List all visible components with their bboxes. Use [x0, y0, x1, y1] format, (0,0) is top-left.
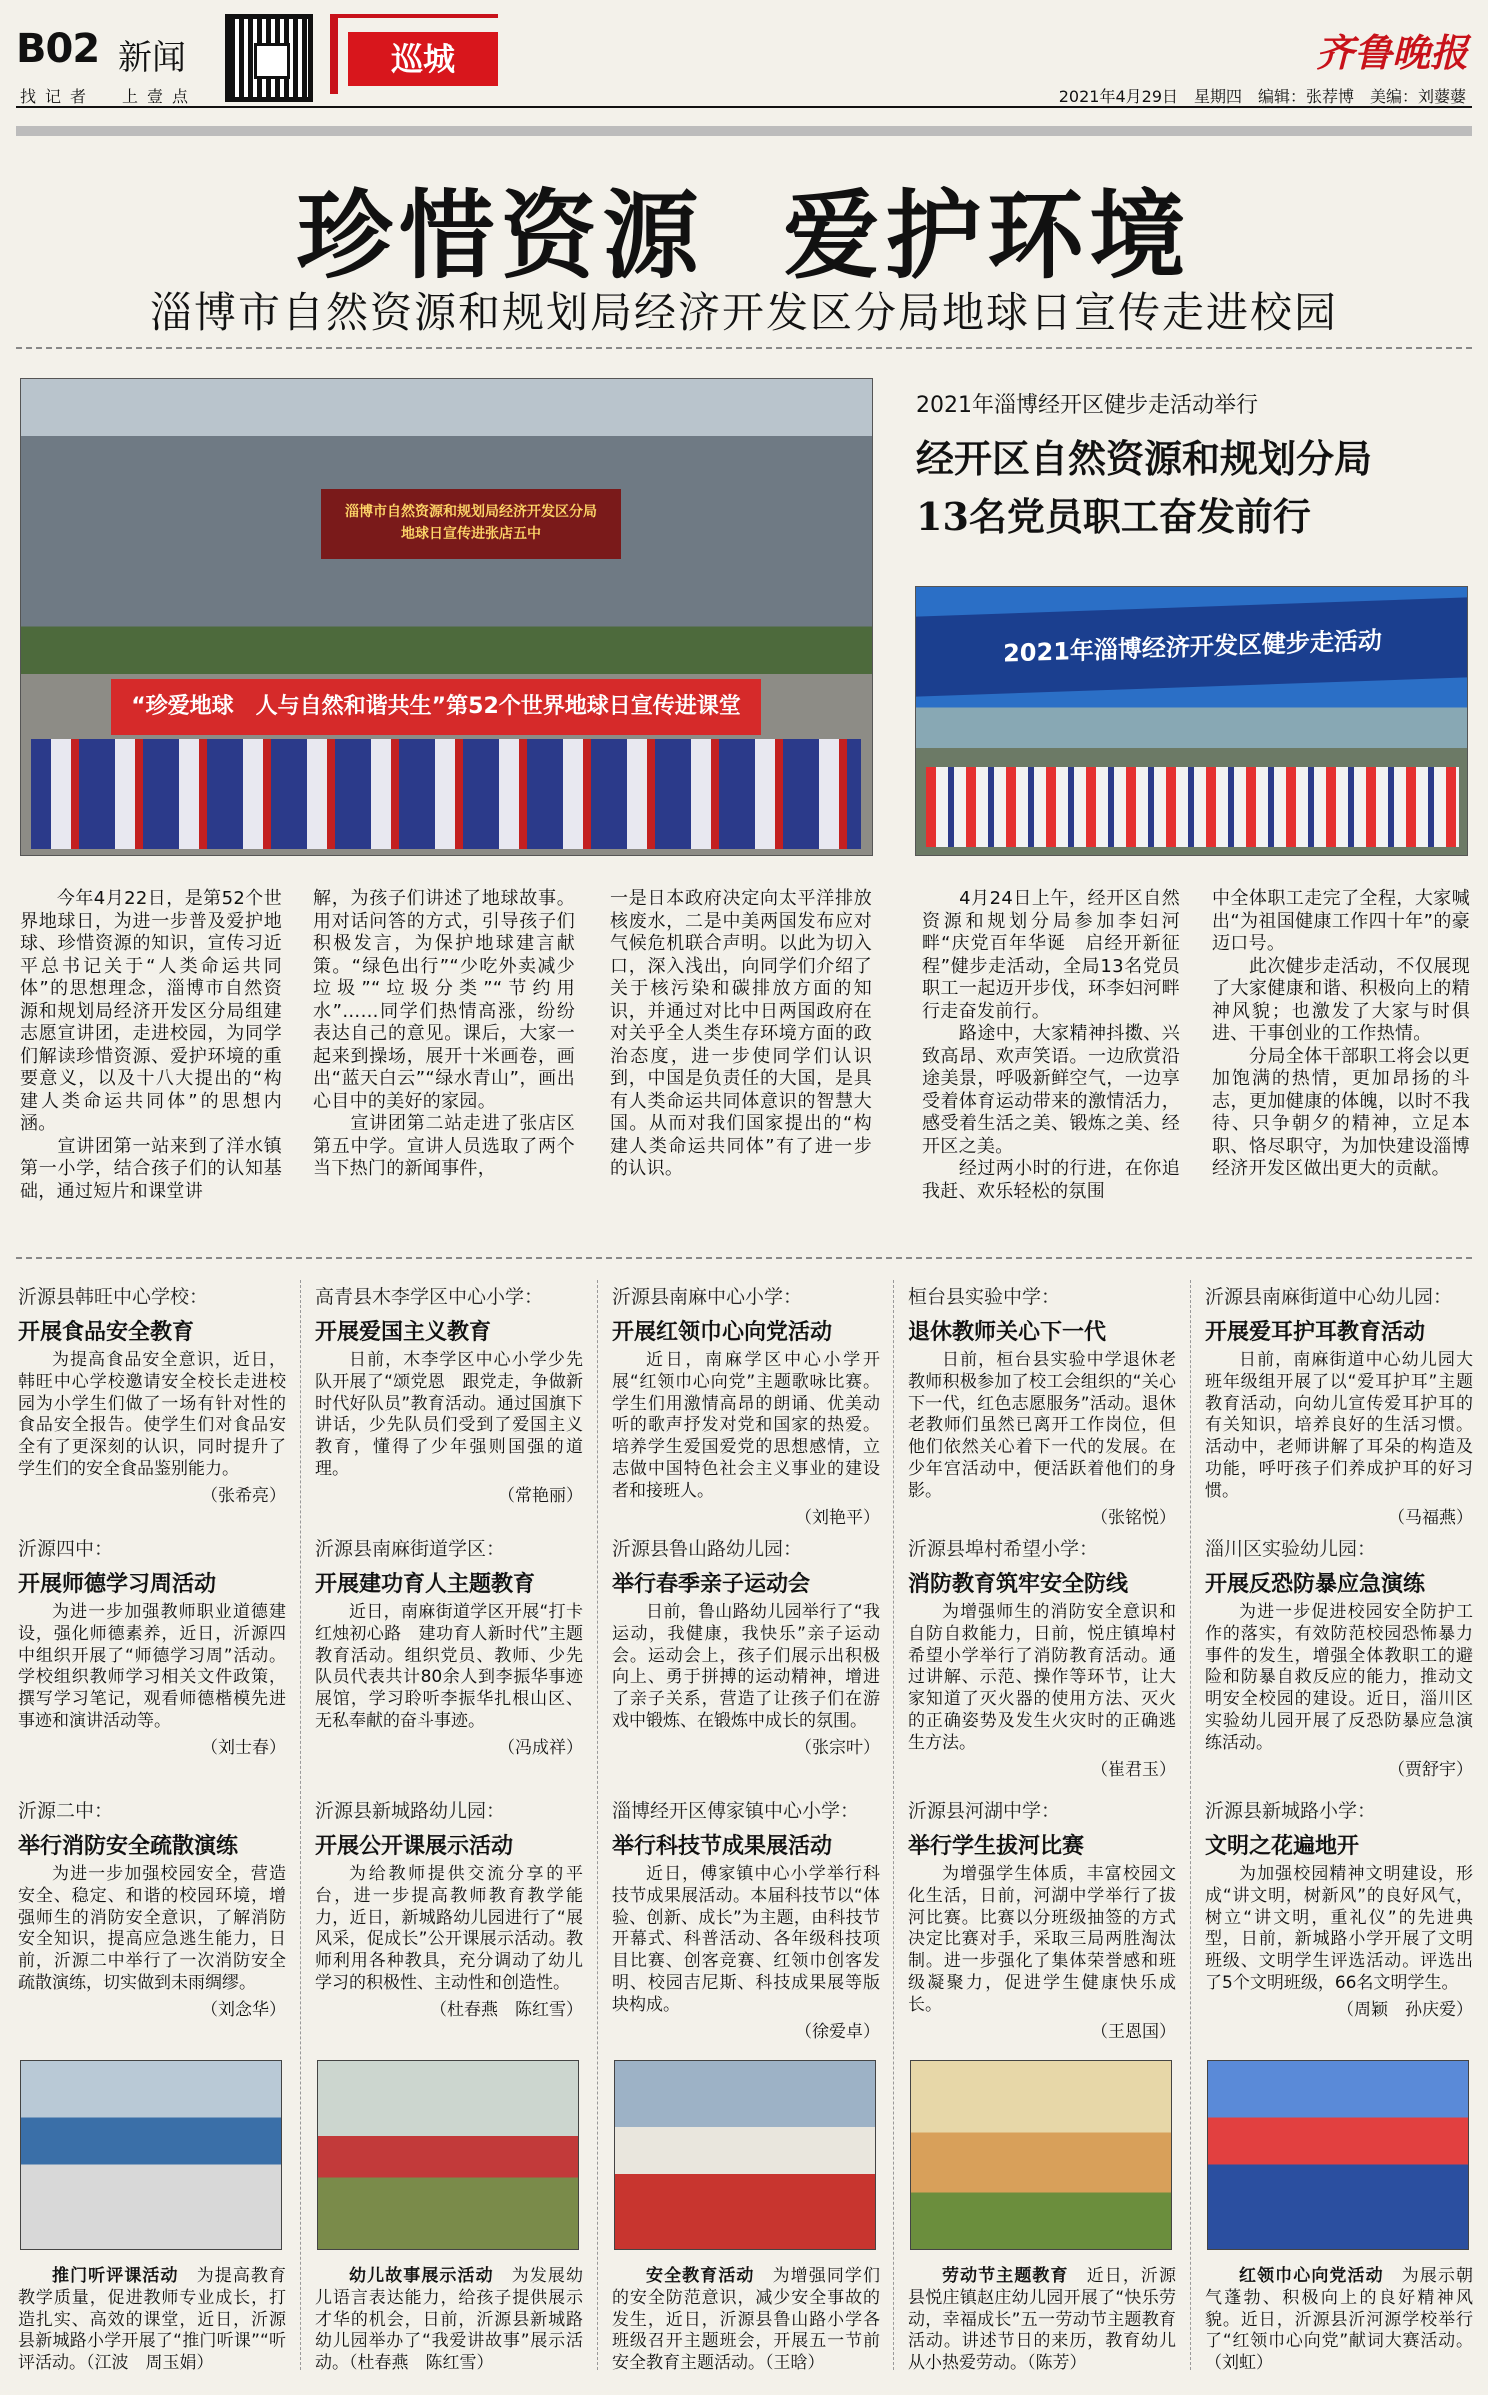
- section-name: 新闻: [118, 38, 186, 78]
- school-banner: 淄博市自然资源和规划局经济开发区分局 地球日宣传进张店五中: [321, 489, 621, 559]
- main-body-col-2: 解，为孩子们讲述了地球故事。用对话问答的方式，引导孩子们积极发言，为保护地球建言献策。“绿色出行”“少吃外卖减少垃圾”“垃圾分类”“节约用水”……同学们热情高涨，纷纷表达自己的意见。课后，大家一起来到操场，展开十米画卷，画出“蓝天白云”“绿水青山”，画出心目中的美好的家园。 宣讲团第二站走进了张店区第五中学。宣讲人员选取了两个当下热门的新闻事件，: [313, 888, 575, 1179]
- brief-author: （贾舒宇）: [1388, 1759, 1473, 1780]
- brief-photo: [317, 2060, 579, 2250]
- brief-school: 沂源县南麻街道学区：: [315, 1538, 506, 1560]
- brief-text: 日前，木李学区中心小学少先队开展了“颂党恩 跟党走，争做新时代好队员”教育活动。通过国旗下讲话，少先队员们受到了爱国主义教育，懂得了少年强则国强的道理。: [315, 1350, 583, 1479]
- caption-text: 为提高教育教学质量，促进教师专业成长，打造扎实、高效的课堂，近日，沂源县新城路小学开展了“推门听课”“听评活动。: [18, 2266, 287, 2374]
- brief-author: （周颖 孙庆爱）: [1337, 1999, 1473, 2020]
- brief-text: 为进一步加强教师职业道德建设，强化师德素养，近日，沂源四中组织开展了“师德学习周”活动。学校组织教师学习相关文件政策，撰写学习笔记，观看师德楷模先进事迹和演讲活动等。: [18, 1602, 286, 1731]
- column-rule: [1190, 1280, 1191, 2370]
- brief-school: 桓台县实验中学：: [908, 1286, 1061, 1308]
- qr-code-icon[interactable]: [225, 14, 313, 102]
- brief-text: 为进一步加强校园安全，营造安全、稳定、和谐的校园环境，增强师生的消防安全意识，了解消防安全知识，提高应急逃生能力，日前，沂源二中举行了一次消防安全疏散演练，切实做到未雨绸缪。: [18, 1864, 286, 1993]
- brief-school: 沂源县鲁山路幼儿园：: [612, 1538, 803, 1560]
- brief-text: 为给教师提供交流分享的平台，进一步提高教师教育教学能力，近日，新城路幼儿园进行了“展风采，促成长”公开课展示活动。教师利用各种教具，充分调动了幼儿学习的积极性、主动性和创造性。: [315, 1864, 583, 1993]
- brief-item: [18, 1796, 286, 2020]
- caption-text: 近日，沂源县悦庄镇赵庄幼儿园开展了“快乐劳动，幸福成长”五一劳动节主题教育活动。讲述节日的来历，教育幼儿从小热爱劳动。: [908, 2266, 1177, 2374]
- walking-event-photo: [915, 586, 1468, 856]
- brief-title: 举行科技节成果展活动: [612, 1834, 833, 1859]
- dateline: 2021年4月29日 星期四 编辑：张荐博 美编：刘蔢蔢: [1058, 87, 1466, 106]
- brief-title: 开展爱耳护耳教育活动: [1205, 1320, 1426, 1345]
- brief-author: （张宗叶）: [795, 1737, 880, 1758]
- brief-author: （张铭悦）: [1091, 1507, 1176, 1528]
- caption-title: 幼儿故事展示活动: [349, 2266, 494, 2286]
- brief-school: 沂源县韩旺中心学校：: [18, 1286, 209, 1308]
- brief-school: 淄博经开区傅家镇中心小学：: [612, 1800, 860, 1822]
- slogan-right: 上壹点: [122, 87, 198, 106]
- brief-item: [315, 1534, 583, 1758]
- caption-title: 劳动节主题教育: [942, 2266, 1069, 2286]
- caption-title: 红领巾心向党活动: [1239, 2266, 1384, 2286]
- brief-photo: [614, 2060, 876, 2250]
- brief-school: 沂源县南麻中心小学：: [612, 1286, 803, 1308]
- column-tag: 巡城: [348, 32, 498, 86]
- brief-school: 沂源县埠村希望小学：: [908, 1538, 1099, 1560]
- brief-text: 为增强师生的消防安全意识和自防自救能力，日前，悦庄镇埠村希望小学举行了消防教育活动。通过讲解、示范、操作等环节，让大家知道了灭火器的使用方法、灭火的正确姿势及发生火灾时的正确逃生方法。: [908, 1602, 1176, 1753]
- brief-author: （刘士春）: [201, 1737, 286, 1758]
- event-banner: “珍爱地球 人与自然和谐共生”第52个世界地球日宣传进课堂: [111, 679, 761, 735]
- brief-item: [1205, 1534, 1473, 1780]
- students-row: [31, 739, 861, 849]
- brief-title: 开展食品安全教育: [18, 1320, 195, 1345]
- column-rule: [597, 1280, 598, 2370]
- brief-text: 为进一步促进校园安全防护工作的落实，有效防范校园恐怖暴力事件的发生，增强全体教职工的避险和防暴自救反应的能力，推动文明安全校园的建设。近日，淄川区实验幼儿园开展了反恐防暴应急演练活动。: [1205, 1602, 1473, 1753]
- header-bar: [16, 126, 1472, 136]
- brief-text: 为提高食品安全意识，近日，韩旺中心学校邀请安全校长走进校园为小学生们做了一场有针对性的食品安全报告。使学生们对食品安全有了更深刻的认识，同时提升了学生们的安全食品鉴别能力。: [18, 1350, 286, 1479]
- brief-school: 高青县木李学区中心小学：: [315, 1286, 544, 1308]
- brief-text: 日前，桓台县实验中学退休老教师积极参加了校工会组织的“关心下一代，红色志愿服务”活动。退休老教师们虽然已离开工作岗位，但他们依然关心着下一代的发展。在少年宫活动中，便活跃着他们的身影。: [908, 1350, 1176, 1501]
- brief-text: 近日，南麻学区中心小学开展“红领巾心向党”主题歌咏比赛。学生们用激情高昂的朗诵、优美动听的歌声抒发对党和国家的热爱。培养学生爱国爱党的思想感情，立志做中国特色社会主义事业的建设者和接班人。: [612, 1350, 880, 1501]
- photo-caption: [1205, 2266, 1473, 2375]
- brief-item: [18, 1282, 286, 1506]
- brief-author: （常艳丽）: [498, 1485, 583, 1506]
- brief-item: [1205, 1282, 1473, 1528]
- brief-text: 日前，鲁山路幼儿园举行了“我运动，我健康，我快乐”亲子运动会。运动会上，孩子们展示出积极向上、勇于拼搏的运动精神，增进了亲子关系，营造了让孩子们在游戏中锻炼、在锻炼中成长的氛围。: [612, 1602, 880, 1731]
- brief-author: （刘艳平）: [795, 1507, 880, 1528]
- side-body-col-2: 中全体职工走完了全程，大家喊出“为祖国健康工作四十年”的豪迈口号。 此次健步走活动，不仅展现了大家健康和谐、积极向上的精神风貌；也激发了大家与时俱进、干事创业的工作热情。 分局全体干部职工将会以更加饱满的热情，更加昂扬的斗志，更加健康的体魄，以时不我待、只争朝夕的精神，立足本职、恪尽职守，为加快建设淄博经济开发区做出更大的贡献。: [1212, 888, 1470, 1179]
- brief-title: 开展红领巾心向党活动: [612, 1320, 833, 1345]
- side-headline: 经开区自然资源和规划分局 13名党员职工奋发前行: [916, 436, 1373, 539]
- masthead-logo: 齐鲁晚报: [1315, 30, 1468, 75]
- caption-title: 推门听评课活动: [52, 2266, 179, 2286]
- photo-caption: [315, 2266, 583, 2375]
- brief-title: 开展建功育人主题教育: [315, 1572, 536, 1597]
- brief-school: 沂源四中：: [18, 1538, 114, 1560]
- brief-item: [612, 1282, 880, 1528]
- brief-item: [1205, 1796, 1473, 2020]
- main-subheadline: 淄博市自然资源和规划局经济开发区分局地球日宣传走进校园: [149, 288, 1338, 337]
- brief-author: （刘念华）: [201, 1999, 286, 2020]
- brief-author: （王恩国）: [1091, 2021, 1176, 2042]
- brief-title: 开展公开课展示活动: [315, 1834, 514, 1859]
- caption-author: （江波 周玉娟）: [86, 2353, 214, 2374]
- photo-caption: [18, 2266, 286, 2375]
- brief-author: （崔君玉）: [1091, 1759, 1176, 1780]
- caption-text: 为发展幼儿语言表达能力，给孩子提供展示才华的机会，日前，沂源县新城路幼儿园举办了“我爱讲故事”展示活动。: [315, 2266, 584, 2374]
- side-body-col-1: 4月24日上午，经开区自然资源和规划分局参加李妇河畔“庆党百年华诞 启经开新征程”健步走活动，全局13名党员职工一起迈开步伐，环李妇河畔行走奋发前行。 路途中，大家精神抖擞、兴致高昂、欢声笑语。一边欣赏沿途美景，呼吸新鲜空气，一边享受着体育运动带来的激情活力，感受着生活之美、锻炼之美、经开区之美。 经过两小时的行进，在你追我赶、欢乐轻松的氛围: [922, 888, 1180, 1202]
- caption-text: 为增强同学们的安全防范意识，减少安全事故的发生，近日，沂源县鲁山路小学各班级召开主题班会，开展五一节前安全教育主题活动。: [612, 2266, 881, 2374]
- brief-title: 开展师德学习周活动: [18, 1572, 217, 1597]
- header-rule: [16, 106, 1472, 108]
- brief-item: [908, 1534, 1176, 1780]
- brief-item: [908, 1282, 1176, 1528]
- brief-item: [18, 1534, 286, 1758]
- brief-text: 日前，南麻街道中心幼儿园大班年级组开展了以“爱耳护耳”主题教育活动，向幼儿宣传爱耳护耳的有关知识，培养良好的生活习惯。活动中，老师讲解了耳朵的构造及功能，呼吁孩子们养成护耳的好习惯。: [1205, 1350, 1473, 1501]
- caption-text: 为展示朝气蓬勃、积极向上的良好精神风貌。近日，沂源县沂河源学校举行了“红领巾心向党”献词大赛活动。: [1205, 2266, 1474, 2352]
- brief-title: 举行学生拔河比赛: [908, 1834, 1085, 1859]
- main-body-col-1: 今年4月22日，是第52个世界地球日，为进一步普及爱护地球、珍惜资源的知识，宣传习近平总书记关于“人类命运共同体”的思想理念，淄博市自然资源和规划局经济开发区分局组建志愿宣讲团，走进校园，为同学们解读珍惜资源、爱护环境的重要意义，以及十八大提出的“构建人类命运共同体”的思想内涵。 宣讲团第一站来到了洋水镇第一小学，结合孩子们的认知基础，通过短片和课堂讲: [20, 888, 282, 1202]
- brief-author: （马福燕）: [1388, 1507, 1473, 1528]
- walkers: [926, 767, 1459, 847]
- photo-caption: [908, 2266, 1176, 2375]
- brief-photo: [20, 2060, 282, 2250]
- brief-author: （张希亮）: [201, 1485, 286, 1506]
- brief-school: 沂源县南麻街道中心幼儿园：: [1205, 1286, 1453, 1308]
- divider: [16, 347, 1472, 349]
- main-headline: 珍惜资源 爱护环境: [296, 180, 1192, 292]
- brief-school: 沂源二中：: [18, 1800, 114, 1822]
- brief-photo: [910, 2060, 1172, 2250]
- brief-title: 开展爱国主义教育: [315, 1320, 492, 1345]
- brief-item: [612, 1796, 880, 2042]
- brief-title: 开展反恐防暴应急演练: [1205, 1572, 1426, 1597]
- brief-author: （冯成祥）: [498, 1737, 583, 1758]
- caption-author: （杜春燕 陈红雪）: [349, 2353, 494, 2374]
- brief-school: 淄川区实验幼儿园：: [1205, 1538, 1377, 1560]
- brief-photo: [1207, 2060, 1469, 2250]
- brief-school: 沂源县新城路幼儿园：: [315, 1800, 506, 1822]
- brief-item: [908, 1796, 1176, 2042]
- brief-item: [315, 1282, 583, 1506]
- brief-school: 沂源县新城路小学：: [1205, 1800, 1377, 1822]
- brief-title: 文明之花遍地开: [1205, 1834, 1360, 1859]
- event-arch-banner: 2021年淄博经济开发区健步走活动: [916, 597, 1468, 696]
- brief-item: [612, 1534, 880, 1758]
- brief-author: （徐爱卓）: [795, 2021, 880, 2042]
- brief-title: 退休教师关心下一代: [908, 1320, 1107, 1345]
- brief-author: （杜春燕 陈红雪）: [430, 1999, 583, 2020]
- brief-school: 沂源县河湖中学：: [908, 1800, 1061, 1822]
- caption-title: 安全教育活动: [646, 2266, 755, 2286]
- brief-text: 为加强校园精神文明建设，形成“讲文明，树新风”的良好风气，树立“讲文明，重礼仪”的先进典型，日前，新城路小学开展了文明班级、文明学生评选活动。评选出了5个文明班级，66名文明学生。: [1205, 1864, 1473, 1993]
- page-number: B02: [16, 26, 100, 72]
- brief-title: 举行春季亲子运动会: [612, 1572, 811, 1597]
- main-body-col-3: 一是日本政府决定向太平洋排放核废水，二是中美两国发布应对气候危机联合声明。以此为切入口，深入浅出，向同学们介绍了关于核污染和碳排放方面的知识，并通过对比中日两国政府在对关乎全人类生存环境方面的政治态度，进一步使同学们认识到，中国是负责任的大国，是具有人类命运共同体意识的智慧大国。从而对我们国家提出的“构建人类命运共同体”有了进一步的认识。: [610, 888, 872, 1179]
- photo-caption: [612, 2266, 880, 2375]
- brief-title: 举行消防安全疏散演练: [18, 1834, 239, 1859]
- slogan-left: 找记者: [20, 87, 96, 106]
- caption-author: （陈芳）: [1027, 2353, 1087, 2374]
- caption-author: （王晗）: [765, 2353, 825, 2374]
- earth-day-group-photo: [20, 378, 873, 856]
- brief-title: 消防教育筑牢安全防线: [908, 1572, 1129, 1597]
- column-rule: [300, 1280, 301, 2370]
- caption-author: （刘虹）: [1205, 2353, 1273, 2374]
- side-kicker: 2021年淄博经开区健步走活动举行: [916, 393, 1258, 418]
- column-rule: [893, 1280, 894, 2370]
- brief-text: 为增强学生体质，丰富校园文化生活，日前，河湖中学举行了拔河比赛。比赛以分班级抽签的方式决定比赛对手，采取三局两胜淘汰制。进一步强化了集体荣誉感和班级凝聚力，促进学生健康快乐成长。: [908, 1864, 1176, 2015]
- brief-item: [315, 1796, 583, 2020]
- brief-text: 近日，傅家镇中心小学举行科技节成果展活动。本届科技节以“体验、创新、成长”为主题，由科技节开幕式、科普活动、各年级科技项目比赛、创客竞赛、红领巾创客发明、校园吉尼斯、科技成果展等版块构成。: [612, 1864, 880, 2015]
- briefs-divider: [16, 1257, 1472, 1259]
- brief-text: 近日，南麻街道学区开展“打卡红烛初心路 建功育人新时代”主题教育活动。组织党员、教师、少先队员代表共计80余人到李振华事迹展馆，学习聆听李振华扎根山区、无私奉献的奋斗事迹。: [315, 1602, 583, 1731]
